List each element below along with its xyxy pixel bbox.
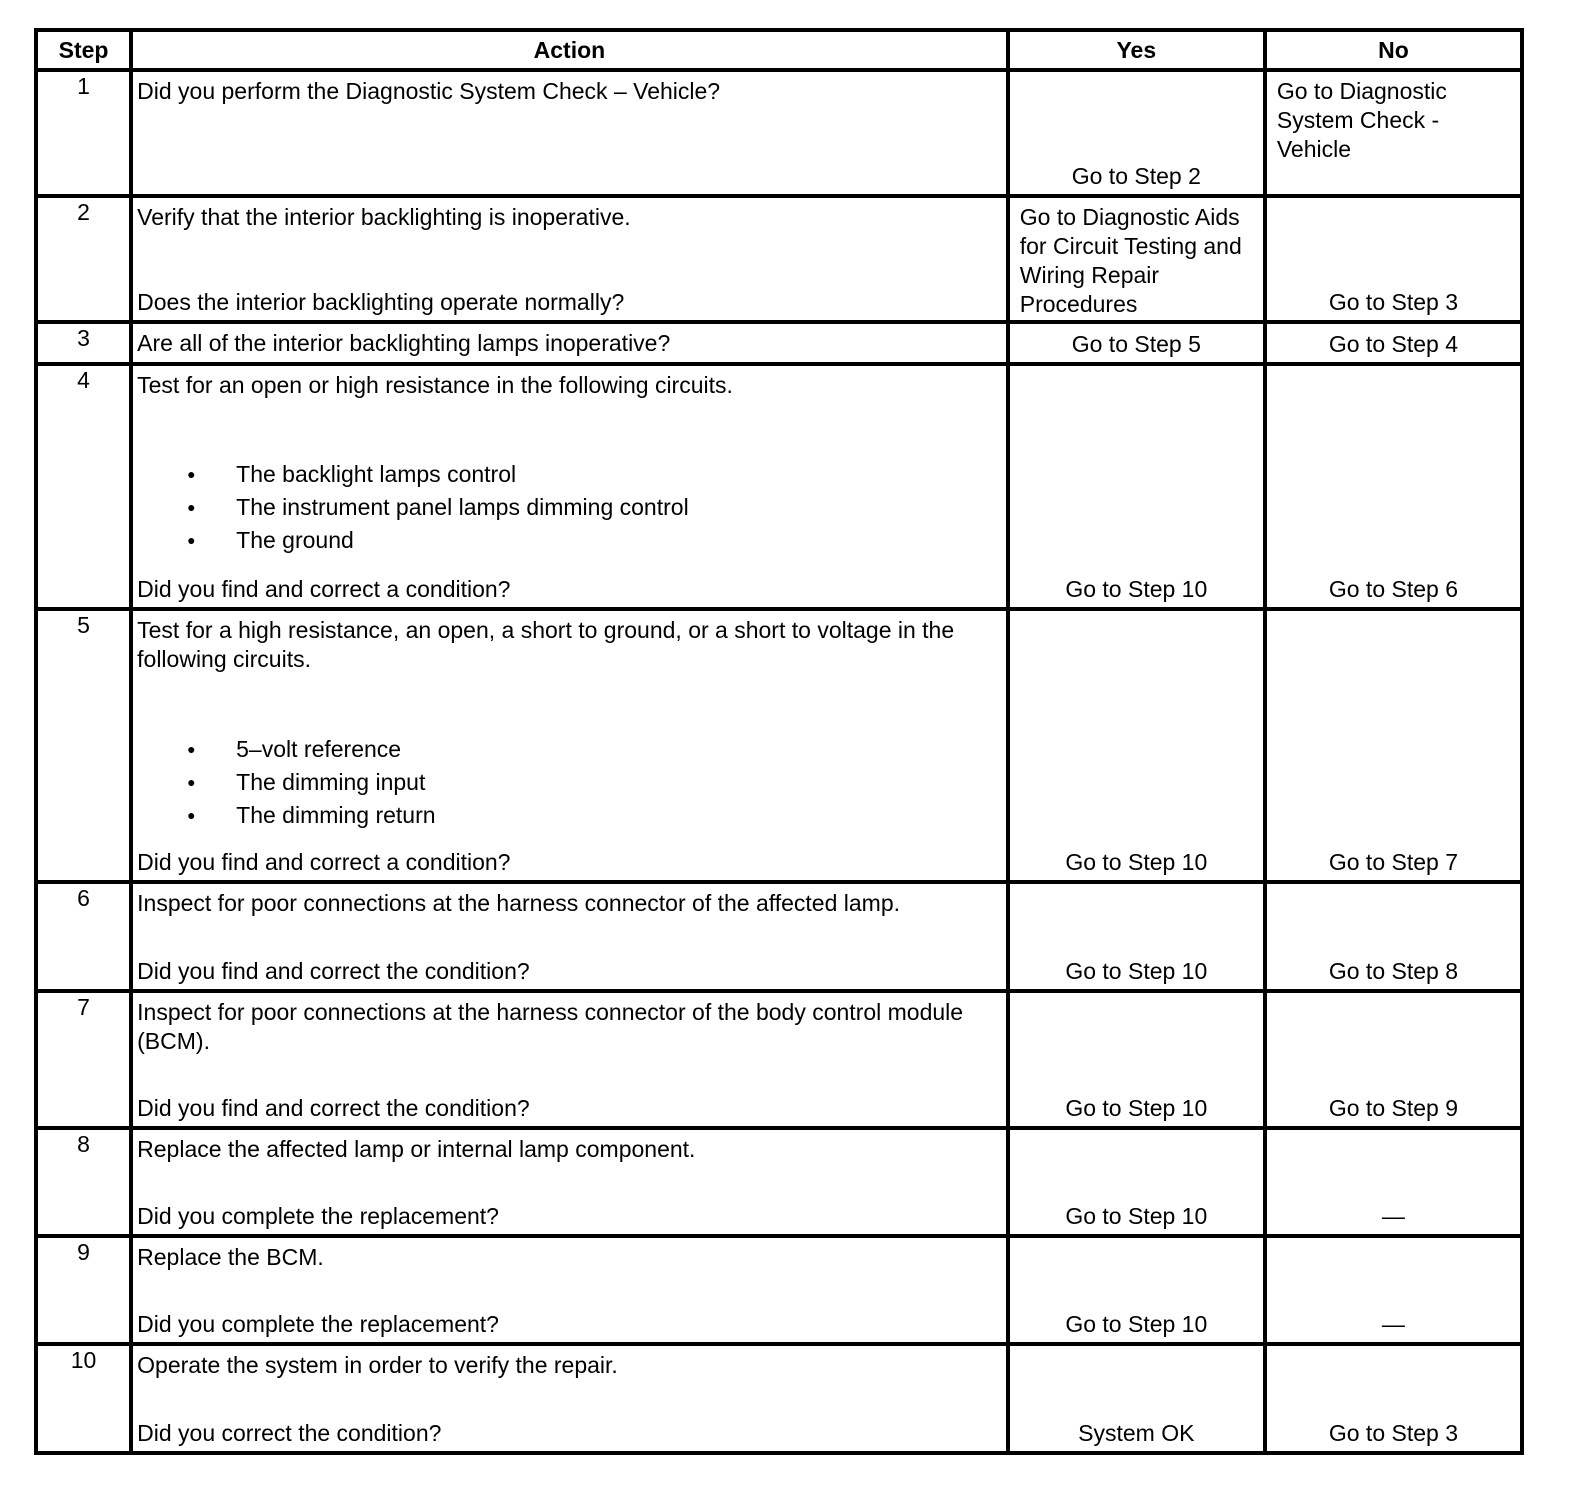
yes-content [1010,1346,1263,1451]
step-number: 8 [36,1128,131,1236]
no-content [1267,611,1520,880]
no-cell [1265,882,1522,991]
spacer [1016,1243,1257,1310]
action-content [133,1130,1006,1234]
question-text: Did you find and correct the condition? [137,1095,530,1121]
action-cell [131,1128,1008,1236]
header-yes: Yes [1008,30,1265,70]
no-cell [1265,70,1522,196]
table-row [36,609,1522,882]
table-row [36,322,1522,364]
yes-content [1010,993,1263,1126]
action-text: Inspect for poor connections at the harness connector of the body control module (BCM). [137,999,964,1054]
no-content [1267,1238,1520,1342]
action-content [133,993,1006,1126]
step-number: 6 [36,882,131,991]
no-outcome: Go to Step 4 [1328,331,1458,357]
no-outcome: Go to Diagnostic System Check - Vehicle [1276,78,1447,162]
spacer [1016,1135,1257,1202]
table-row [36,1236,1522,1344]
table-row [36,196,1522,322]
action-cell [131,882,1008,991]
no-content [1267,1346,1520,1451]
no-outcome: — [1381,1311,1405,1337]
spacer [1016,616,1257,848]
step-number: 5 [36,609,131,882]
diagnostic-table [34,28,1524,1455]
no-outcome: Go to Step 8 [1328,958,1458,984]
action-text: Test for an open or high resistance in the following circuits. [137,372,733,398]
action-cell [131,364,1008,609]
action-text: Did you perform the Diagnostic System Check – Vehicle? [137,78,721,104]
no-content [1267,72,1520,194]
step-number: 4 [36,364,131,609]
question-text: Did you find and correct a condition? [137,849,511,875]
spacer [1016,371,1257,575]
yes-cell [1008,1128,1265,1236]
no-outcome: Go to Step 3 [1328,289,1458,315]
yes-content [1010,366,1263,607]
header-row [36,30,1522,70]
header-step: Step [36,30,131,70]
no-outcome: Go to Step 3 [1328,1420,1458,1446]
action-content [133,72,1006,194]
yes-cell [1008,70,1265,196]
no-cell [1265,1344,1522,1453]
action-text: Replace the BCM. [137,1244,324,1270]
action-content [133,324,1006,362]
question-text: Did you complete the replacement? [137,1311,499,1337]
action-cell [131,991,1008,1128]
question-text: Does the interior backlighting operate normally? [137,289,625,315]
action-content [133,884,1006,989]
step-number: 7 [36,991,131,1128]
spacer [1016,1351,1257,1419]
action-text: Operate the system in order to verify the repair. [137,1352,618,1378]
yes-content [1010,324,1263,362]
circuit-list-item: ● The dimming return [137,799,1000,832]
no-content [1267,198,1520,320]
no-outcome: Go to Step 6 [1328,576,1458,602]
circuit-list-item: ● The ground [137,524,1000,557]
circuit-list [137,733,1000,832]
header-no: No [1265,30,1522,70]
yes-outcome: Go to Step 10 [1065,1311,1208,1337]
spacer [1273,998,1514,1094]
action-cell [131,1344,1008,1453]
step-number: 3 [36,322,131,364]
yes-cell [1008,1344,1265,1453]
action-content [133,1238,1006,1342]
yes-cell [1008,322,1265,364]
step-number: 1 [36,70,131,196]
question-text: Did you complete the replacement? [137,1203,499,1229]
action-cell [131,70,1008,196]
yes-content [1010,72,1263,194]
circuit-list-item: ● The backlight lamps control [137,458,1000,491]
step-number: 10 [36,1344,131,1453]
question-text: Did you find and correct a condition? [137,576,511,602]
no-cell [1265,609,1522,882]
yes-cell [1008,196,1265,322]
yes-outcome: System OK [1078,1420,1195,1446]
table-row [36,882,1522,991]
question-text: Did you find and correct the condition? [137,958,530,984]
table-row [36,70,1522,196]
action-content [133,1346,1006,1451]
no-content [1267,366,1520,607]
question-text: Did you correct the condition? [137,1420,442,1446]
table-row [36,364,1522,609]
step-number: 2 [36,196,131,322]
no-content [1267,884,1520,989]
yes-content [1010,884,1263,989]
yes-cell [1008,882,1265,991]
yes-outcome: Go to Step 10 [1065,1095,1208,1121]
no-cell [1265,1128,1522,1236]
action-cell [131,609,1008,882]
no-outcome: Go to Step 7 [1328,849,1458,875]
yes-outcome: Go to Step 10 [1065,576,1208,602]
action-text: Verify that the interior backlighting is inoperative. [137,204,631,230]
no-cell [1265,322,1522,364]
no-outcome: — [1381,1203,1405,1229]
yes-outcome: Go to Step 5 [1071,331,1201,357]
no-cell [1265,196,1522,322]
table-row [36,991,1522,1128]
spacer [1016,889,1257,957]
yes-content [1010,198,1263,320]
no-content [1267,324,1520,362]
yes-outcome: Go to Step 10 [1065,849,1208,875]
no-cell [1265,991,1522,1128]
action-content [133,366,1006,607]
spacer [1273,616,1514,848]
yes-cell [1008,1236,1265,1344]
spacer [1273,1351,1514,1419]
table-row [36,1128,1522,1236]
yes-content [1010,611,1263,880]
action-text: Replace the affected lamp or internal lamp component. [137,1136,696,1162]
spacer [1273,1135,1514,1202]
yes-outcome: Go to Step 10 [1065,958,1208,984]
action-cell [131,196,1008,322]
spacer [1273,203,1514,288]
step-number: 9 [36,1236,131,1344]
action-cell [131,1236,1008,1344]
yes-content [1010,1130,1263,1234]
header-action: Action [131,30,1008,70]
spacer [1273,889,1514,957]
table-row [36,1344,1522,1453]
circuit-list-item: ● The instrument panel lamps dimming control [137,491,1000,524]
circuit-list-item: ● The dimming input [137,766,1000,799]
no-cell [1265,1236,1522,1344]
yes-outcome: Go to Step 2 [1071,163,1201,189]
spacer [1273,371,1514,575]
no-content [1267,993,1520,1126]
action-text: Inspect for poor connections at the harness connector of the affected lamp. [137,890,901,916]
action-content [133,611,1006,880]
no-content [1267,1130,1520,1234]
action-content [133,198,1006,320]
action-text: Are all of the interior backlighting lamps inoperative? [137,330,671,356]
yes-outcome: Go to Step 10 [1065,1203,1208,1229]
yes-cell [1008,364,1265,609]
spacer [1016,998,1257,1094]
no-outcome: Go to Step 9 [1328,1095,1458,1121]
yes-cell [1008,609,1265,882]
no-cell [1265,364,1522,609]
yes-outcome: Go to Diagnostic Aids for Circuit Testing and Wiring Repair Procedures [1019,204,1242,317]
circuit-list-item: ● 5–volt reference [137,733,1000,766]
action-text: Test for a high resistance, an open, a short to ground, or a short to voltage in the following circuits. [137,617,955,672]
yes-cell [1008,991,1265,1128]
spacer [1273,1243,1514,1310]
circuit-list [137,458,1000,557]
spacer [1016,77,1257,162]
action-cell [131,322,1008,364]
yes-content [1010,1238,1263,1342]
